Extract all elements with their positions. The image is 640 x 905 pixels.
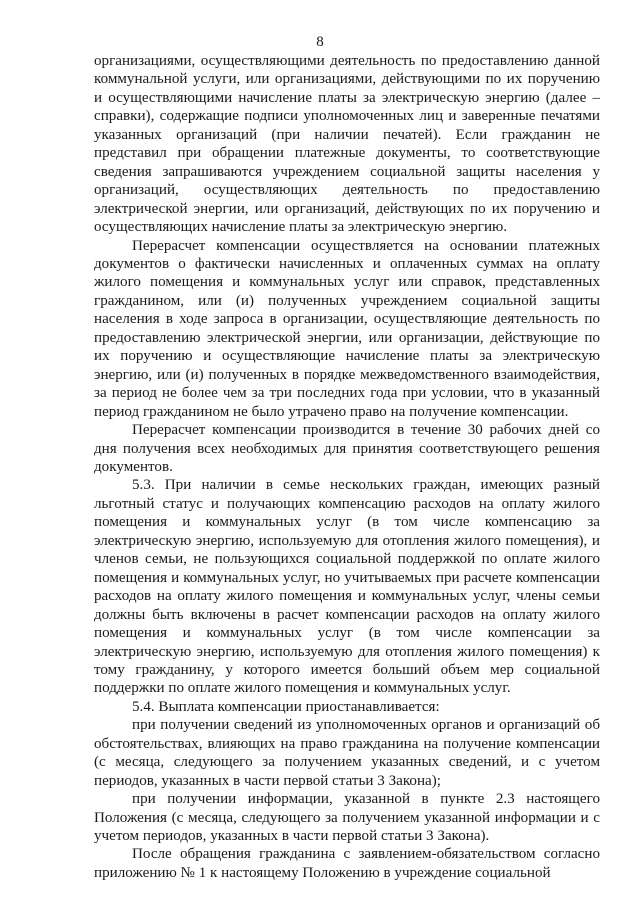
document-body [94, 52, 600, 882]
paragraph-5-4-item-1: при получении сведений из уполномоченных органов и организаций об обстоятельствах, влияющих на право гражданина на получение компенсации (с месяца, следующего за получением указанных сведений, и с учетом периодов, указанных в части первой статьи 3 Закона); [94, 717, 600, 789]
paragraph-5-4: 5.4. Выплата компенсации приостанавливается: [132, 698, 440, 715]
paragraph-recalculation-basis: Перерасчет компенсации осуществляется на основании платежных документов о фактически начисленных и оплаченных суммах на оплату жилого помещения и коммунальных услуг или справок, представленных гражданином, или (и) полученных учреждением социальной защиты населения в ходе запроса в организации, осуществляющие деятельность по предоставлению электрической энергии, или организации, действующие по их поручению и осуществляющие начисление платы за электрическую энергию, или (и) полученных в порядке межведомственного взаимодействия, за период не более чем за три последних года при условии, что в указанный период гражданином не было утрачено право на получение компенсации. [94, 237, 600, 420]
paragraph-after-application: После обращения гражданина с заявлением-обязательством согласно приложению № 1 к настоящему Положению в учреждение социальной [94, 846, 600, 881]
paragraph-certificates: организациями, осуществляющими деятельность по предоставлению данной коммунальной услуги, или организациями, действующими по их поручению и осуществляющими начисление платы за электрическую энергию (далее – справки), содержащие подписи уполномоченных лиц и заверенные печатями указанных организаций (при наличии печатей). Если гражданин не представил при обращении платежные документы, то соответствующие сведения запрашиваются учреждением социальной защиты населения у организаций, осуществляющих деятельность по предоставлению электрической энергии, или организаций, действующих по их поручению и осуществляющих начисление платы за электрическую энергию. [94, 53, 600, 236]
paragraph-5-4-item-2: при получении информации, указанной в пункте 2.3 настоящего Положения (с месяца, следующего за получением указанной информации и с учетом периодов, указанных в части первой статьи 3 Закона). [94, 791, 600, 845]
page-number: 8 [316, 34, 324, 50]
paragraph-recalculation-period: Перерасчет компенсации производится в течение 30 рабочих дней со дня получения всех необходимых для принятия соответствующего решения документов. [94, 422, 600, 475]
paragraph-5-3: 5.3. При наличии в семье нескольких граждан, имеющих разный льготный статус и получающих компенсацию расходов на оплату жилого помещения и коммунальных услуг (в том числе компенсацию за электрическую энергию, используемую для отопления жилого помещения), и членов семьи, не пользующихся социальной поддержкой по оплате жилого помещения и коммунальных услуг, но учитываемых при расчете компенсации расходов на оплату жилого помещения и коммунальных услуг, члены семьи должны быть включены в расчет компенсации расходов на оплату жилого помещения и коммунальных услуг (в том числе компенсации за электрическую энергию, используемую для отопления жилого помещения) к тому гражданину, у которого имеется больший объем мер социальной поддержки по оплате жилого помещения и коммунальных услуг. [94, 477, 600, 697]
